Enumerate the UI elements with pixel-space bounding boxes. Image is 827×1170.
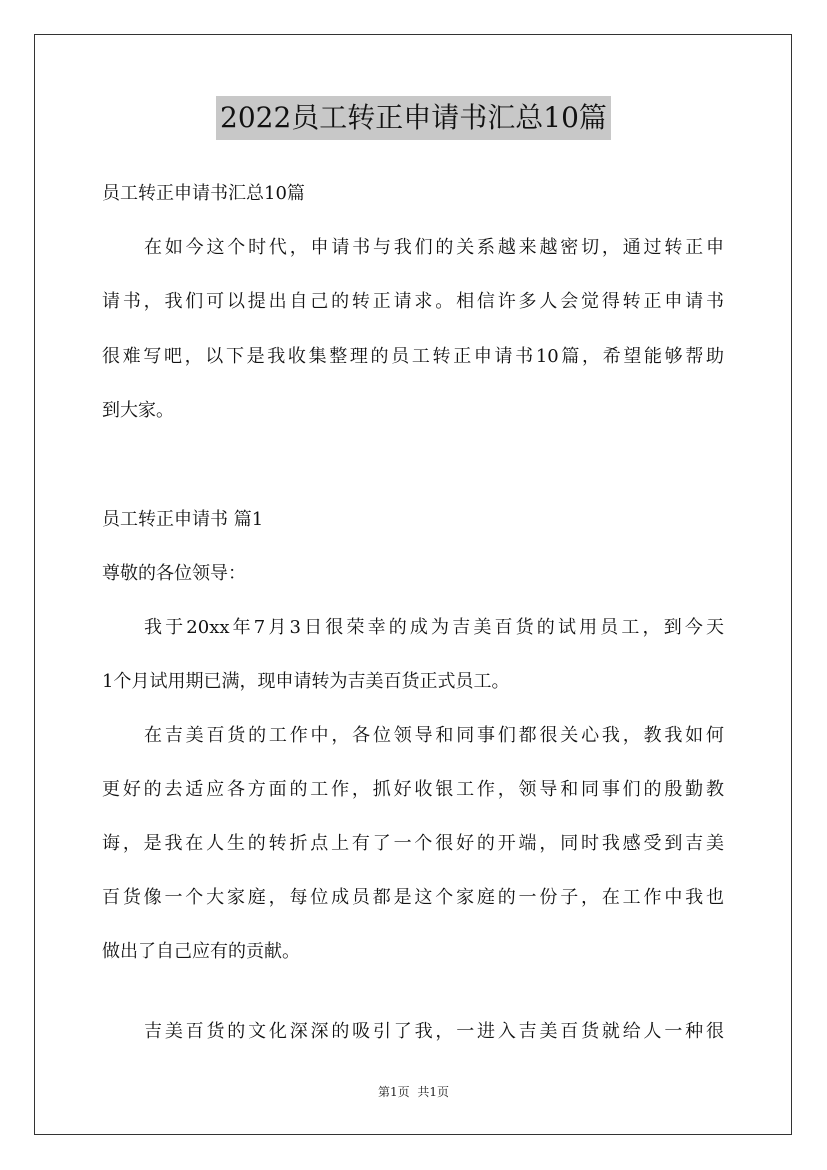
salutation: 尊敬的各位领导：	[102, 563, 246, 584]
page-footer	[0, 1082, 827, 1102]
page-total: 共1页	[417, 1085, 450, 1099]
intro-line: 很难写吧，以下是我收集整理的员工转正申请书10篇，希望能够帮助	[102, 346, 724, 367]
paragraph-line: 百货像一个大家庭，每位成员都是这个家庭的一份子，在工作中我也	[102, 887, 724, 908]
paragraph-line: 诲，是我在人生的转折点上有了一个很好的开端，同时我感受到吉美	[102, 833, 724, 854]
title-container	[0, 96, 827, 140]
paragraph-line: 吉美百货的文化深深的吸引了我，一进入吉美百货就给人一种很	[144, 1021, 724, 1042]
intro-line: 请书，我们可以提出自己的转正请求。相信许多人会觉得转正申请书	[102, 291, 724, 312]
paragraph-line: 我于20xx年7月3日很荣幸的成为吉美百货的试用员工，到今天	[144, 617, 724, 638]
page-number: 第1页	[377, 1085, 410, 1099]
paragraph-line: 1个月试用期已满，现申请转为吉美百货正式员工。	[102, 671, 510, 692]
paragraph-line: 更好的去适应各方面的工作，抓好收银工作，领导和同事们的殷勤教	[102, 779, 724, 800]
intro-line: 到大家。	[102, 400, 174, 421]
intro-line: 在如今这个时代，申请书与我们的关系越来越密切，通过转正申	[144, 237, 724, 258]
paragraph-line: 在吉美百货的工作中，各位领导和同事们都很关心我，教我如何	[144, 725, 724, 746]
section-heading: 员工转正申请书 篇1	[102, 509, 264, 530]
document-title: 2022员工转正申请书汇总10篇	[216, 96, 611, 140]
document-subtitle: 员工转正申请书汇总10篇	[102, 183, 305, 204]
paragraph-line: 做出了自己应有的贡献。	[102, 941, 300, 962]
